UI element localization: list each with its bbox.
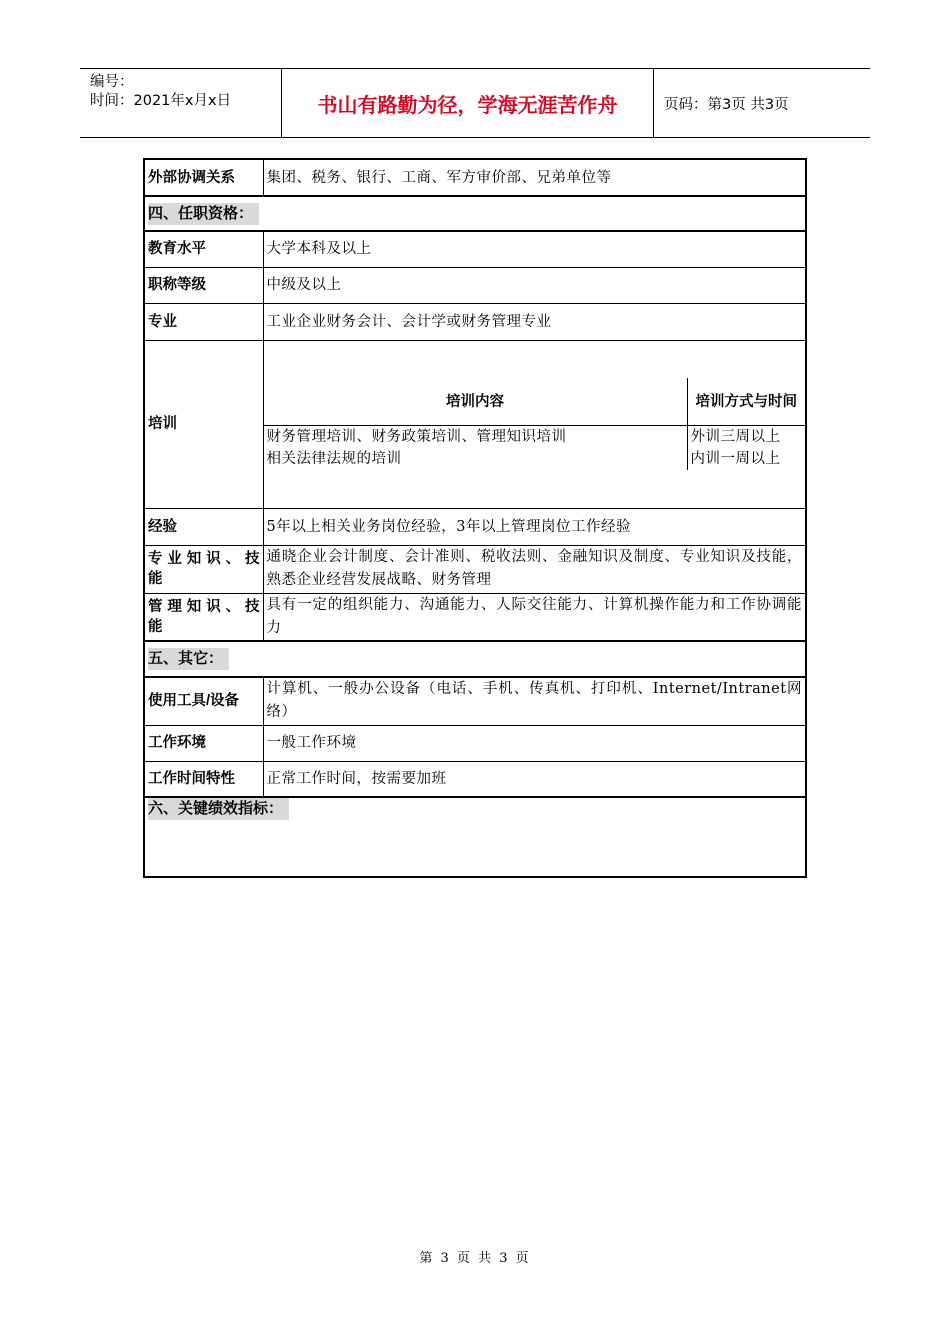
training-method-line-2: 内训一周以上	[690, 451, 781, 468]
tools-value: 计算机、一般办公设备（电话、手机、传真机、打印机、Internet/Intranet网络）	[263, 677, 806, 725]
row-tools	[144, 677, 806, 725]
management-skill-label-b: 能	[148, 618, 163, 635]
major-value: 工业企业财务会计、会计学或财务管理专业	[263, 303, 806, 340]
section-6-title: 六、关键绩效指标：	[148, 798, 289, 820]
tools-label: 使用工具/设备	[144, 677, 263, 725]
row-work-time	[144, 761, 806, 797]
management-skill-value: 具有一定的组织能力、沟通能力、人际交往能力、计算机操作能力和工作协调能力	[263, 593, 806, 641]
row-experience	[144, 508, 806, 545]
education-value: 大学本科及以上	[263, 231, 806, 267]
section-4-title: 四、任职资格：	[148, 203, 259, 225]
section-4	[144, 196, 806, 231]
title-level-label: 职称等级	[144, 267, 263, 303]
row-training	[144, 340, 806, 508]
section-5	[144, 641, 806, 677]
training-content-header: 培训内容	[264, 378, 688, 426]
row-education	[144, 231, 806, 267]
education-label: 教育水平	[144, 231, 263, 267]
page-footer: 第 3 页 共 3 页	[419, 1251, 531, 1266]
row-environment	[144, 725, 806, 761]
work-time-value: 正常工作时间，按需要加班	[263, 761, 806, 797]
training-method-line-1: 外训三周以上	[690, 429, 781, 446]
row-external	[144, 159, 806, 196]
major-label: 专业	[144, 303, 263, 340]
training-method-header: 培训方式与时间	[687, 378, 805, 426]
management-skill-label-a: 管理知识、技	[148, 598, 260, 615]
row-management-skill	[144, 593, 806, 641]
experience-value: 5年以上相关业务岗位经验，3年以上管理岗位工作经验	[263, 508, 806, 545]
row-title-level	[144, 267, 806, 303]
number-label: 编号：	[90, 74, 134, 90]
work-time-label: 工作时间特性	[144, 761, 263, 797]
professional-skill-label-a: 专业知识、技	[148, 551, 260, 567]
external-label: 外部协调关系	[144, 159, 263, 196]
date-label: 时间：2021年x月x日	[90, 93, 232, 109]
section-6	[144, 797, 806, 877]
section-5-title: 五、其它：	[148, 648, 229, 670]
row-major	[144, 303, 806, 340]
header-page-label: 页码：第3页 共3页	[664, 96, 789, 113]
job-description-table	[143, 158, 807, 878]
environment-value: 一般工作环境	[263, 725, 806, 761]
training-content-line-1: 财务管理培训、财务政策培训、管理知识培训	[266, 429, 567, 446]
title-level-value: 中级及以上	[263, 267, 806, 303]
professional-skill-value: 通晓企业会计制度、会计准则、税收法则、金融知识及制度、专业知识及技能，熟悉企业经营发展战略、财务管理	[263, 545, 806, 593]
external-value: 集团、税务、银行、工商、军方审价部、兄弟单位等	[263, 159, 806, 196]
header-meta	[80, 69, 282, 137]
training-content-line-2: 相关法律法规的培训	[266, 451, 402, 468]
experience-label: 经验	[144, 508, 263, 545]
training-content	[264, 426, 688, 471]
row-professional-skill	[144, 545, 806, 593]
training-label: 培训	[144, 340, 263, 508]
professional-skill-label	[144, 545, 263, 593]
management-skill-label	[144, 593, 263, 641]
training-method	[687, 426, 805, 471]
header-motto: 书山有路勤为径，学海无涯苦作舟	[282, 69, 654, 137]
professional-skill-label-b: 能	[148, 571, 163, 587]
environment-label: 工作环境	[144, 725, 263, 761]
page-header	[80, 68, 870, 138]
training-subtable	[264, 378, 806, 471]
